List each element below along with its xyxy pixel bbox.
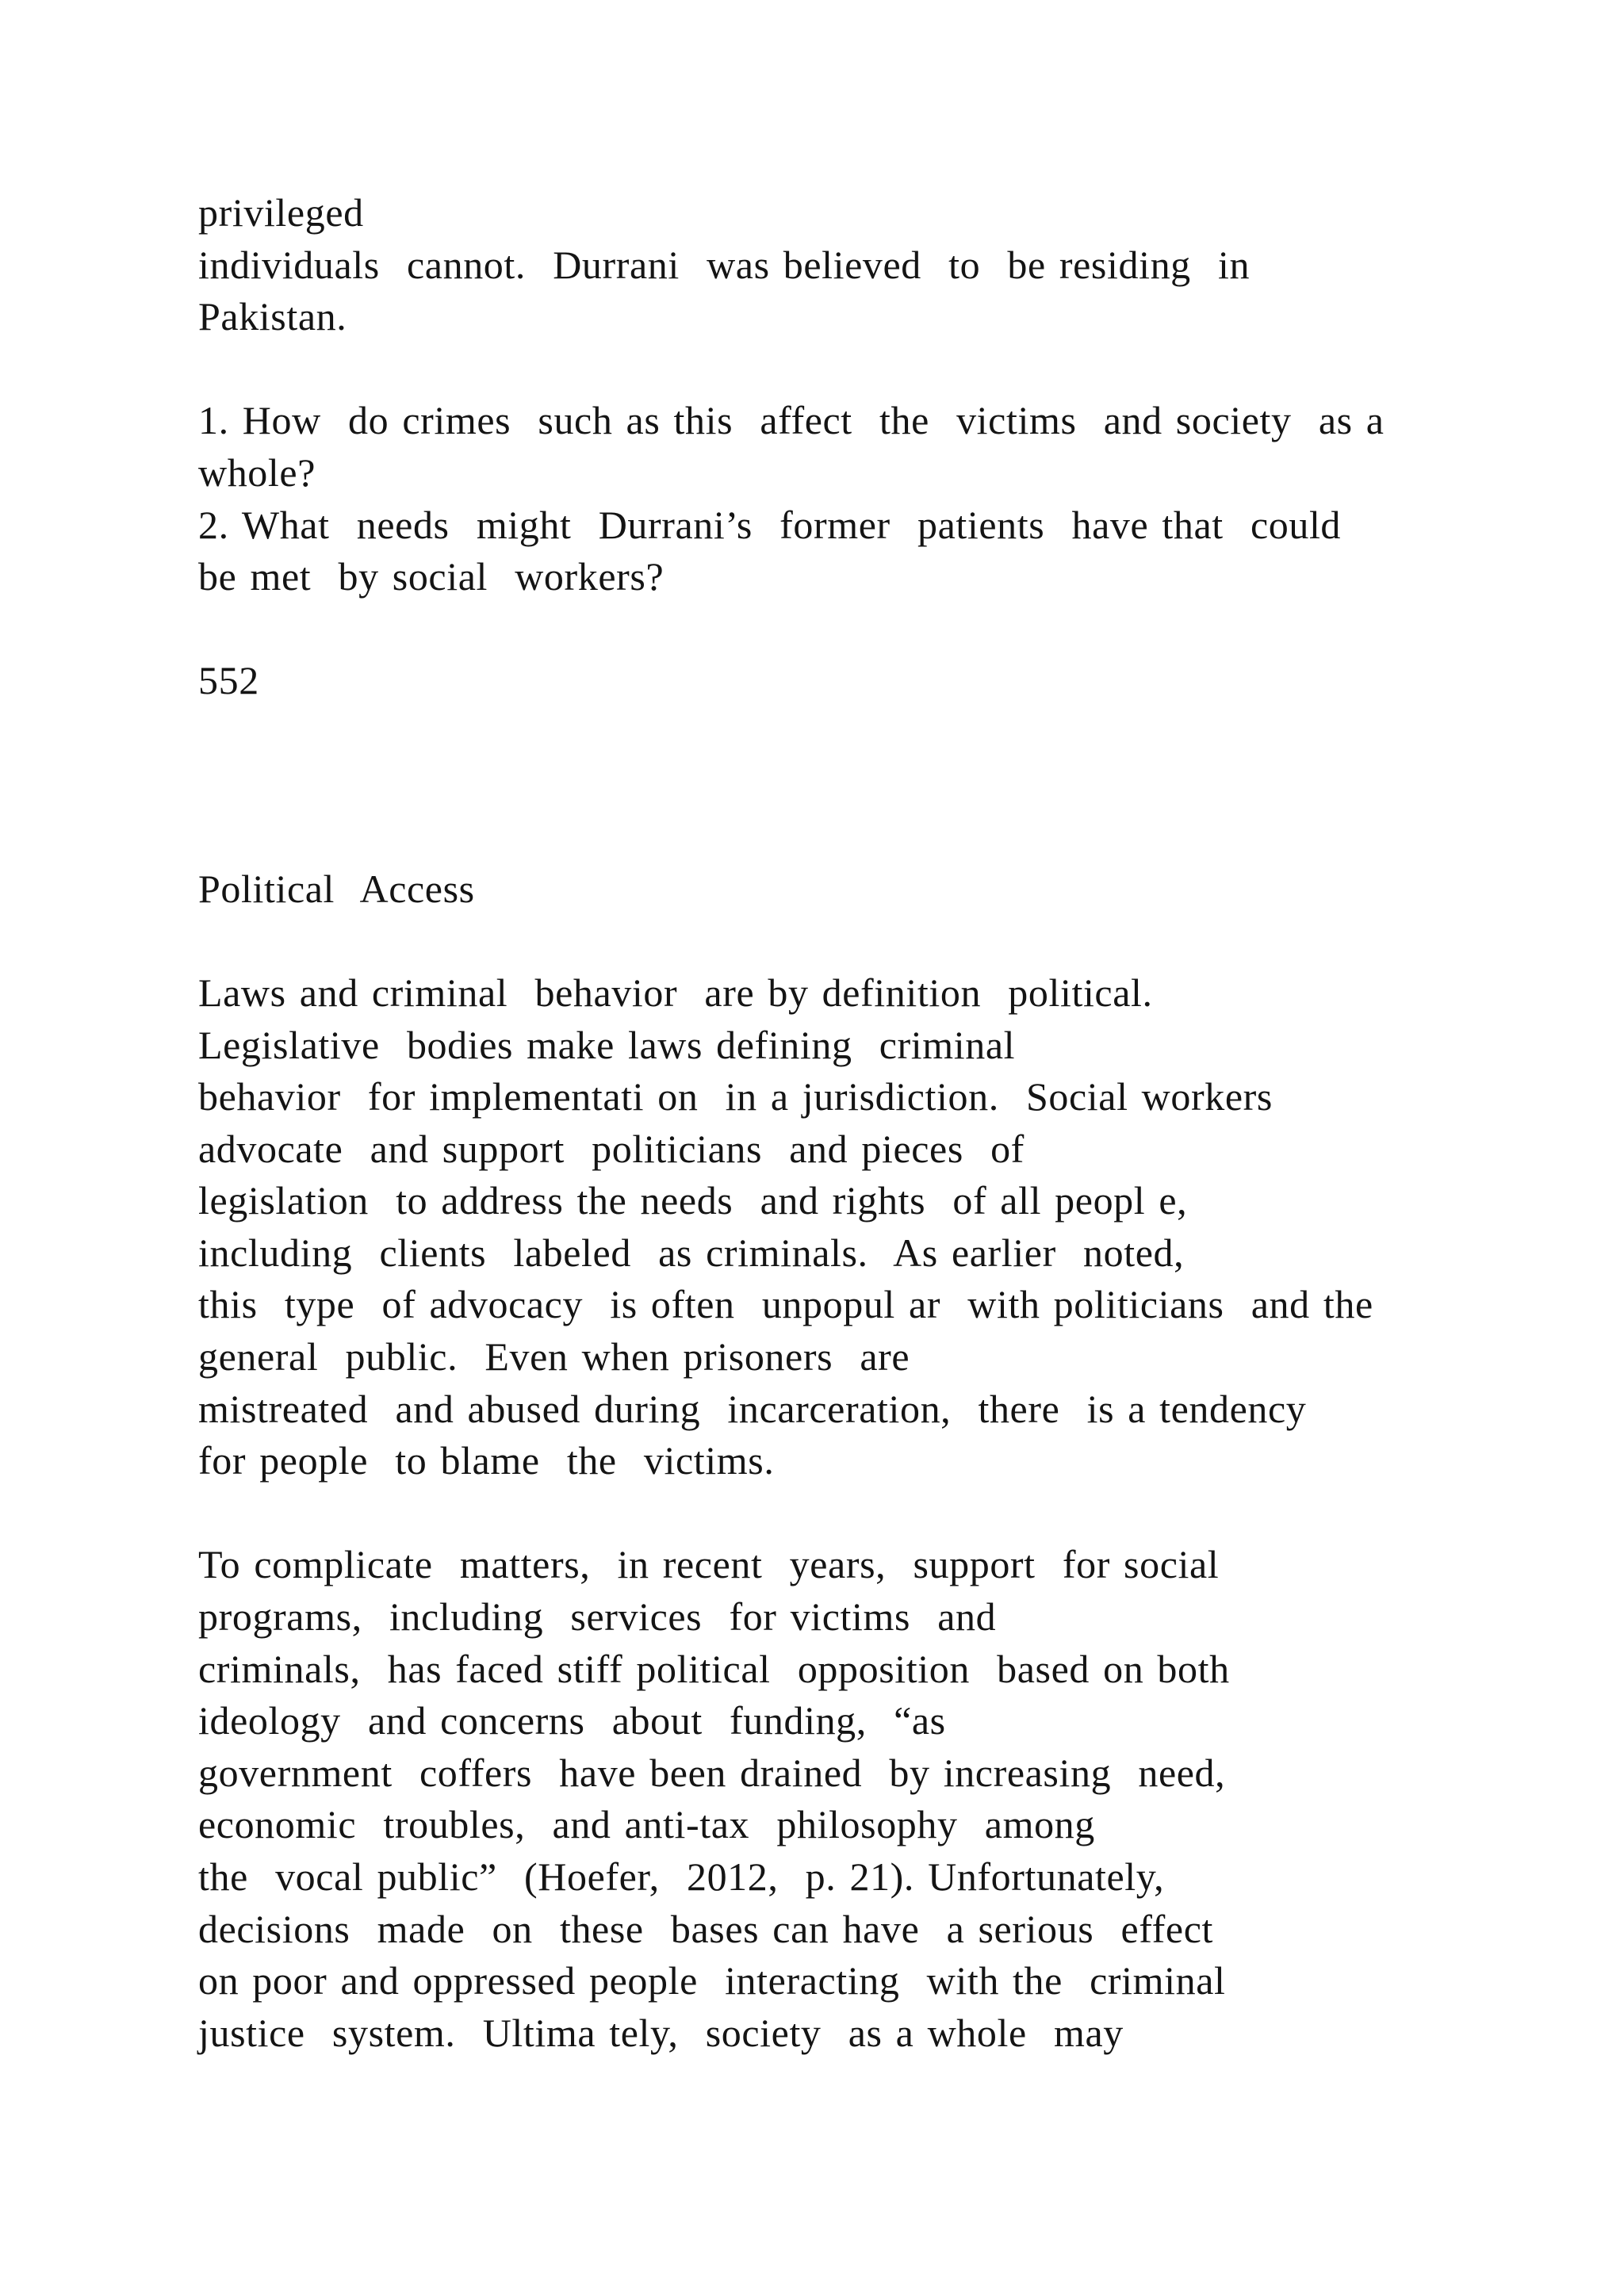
paragraph-2-line: criminals, has faced stiff political opposition based on both	[198, 1646, 1230, 1691]
paragraph-1-line: this type of advocacy is often unpopul ar with politicians and the	[198, 1282, 1373, 1327]
question-line: 1. How do crimes such as this affect the victims and society as a	[198, 398, 1385, 443]
intro-line: individuals cannot. Durrani was believed to be residing in	[198, 242, 1251, 287]
paragraph-2-line: To complicate matters, in recent years, support for social	[198, 1542, 1220, 1587]
question-line: 2. What needs might Durrani’s former patients have that could	[198, 502, 1342, 547]
spacer	[198, 1487, 1546, 1540]
paragraph-1-line: for people to blame the victims.	[198, 1438, 775, 1483]
section-heading: Political Access	[198, 866, 475, 911]
paragraph-1-line: behavior for implementati on in a jurisdiction. Social workers	[198, 1074, 1273, 1119]
paragraph-1-line: Laws and criminal behavior are by definition political.	[198, 970, 1153, 1015]
question-line: be met by social workers?	[198, 554, 665, 599]
paragraph-2-line: programs, including services for victims and	[198, 1594, 997, 1640]
paragraph-1-line: Legislative bodies make laws defining criminal	[198, 1022, 1016, 1067]
paragraph-2-line: on poor and oppressed people interacting with the criminal	[198, 1958, 1226, 2003]
paragraph-1-line: legislation to address the needs and rights of all peopl e,	[198, 1178, 1188, 1223]
paragraph-2-line: government coffers have been drained by increasing need,	[198, 1750, 1226, 1795]
intro-line: privileged	[198, 190, 364, 235]
spacer	[198, 603, 1546, 656]
paragraph-1-line: advocate and support politicians and pieces of	[198, 1126, 1025, 1171]
page-number: 552	[198, 658, 259, 703]
document-body	[198, 187, 1546, 2059]
paragraph-2-line: justice system. Ultima tely, society as a whole may	[198, 2010, 1124, 2055]
question-line: whole?	[198, 450, 316, 495]
spacer	[198, 707, 1546, 863]
paragraph-2-line: ideology and concerns about funding, “as	[198, 1698, 946, 1743]
intro-line: Pakistan.	[198, 294, 347, 339]
spacer	[198, 915, 1546, 967]
paragraph-2-line: the vocal public” (Hoefer, 2012, p. 21). Unfortunately,	[198, 1854, 1165, 1900]
paragraph-1-line: general public. Even when prisoners are	[198, 1334, 910, 1380]
paragraph-2-line: economic troubles, and anti-tax philosophy among	[198, 1802, 1095, 1847]
paragraph-1-line: including clients labeled as criminals. As earlier noted,	[198, 1230, 1185, 1275]
paragraph-1-line: mistreated and abused during incarceration, there is a tendency	[198, 1386, 1307, 1431]
paragraph-2-line: decisions made on these bases can have a serious effect	[198, 1906, 1213, 1951]
spacer	[198, 343, 1546, 396]
